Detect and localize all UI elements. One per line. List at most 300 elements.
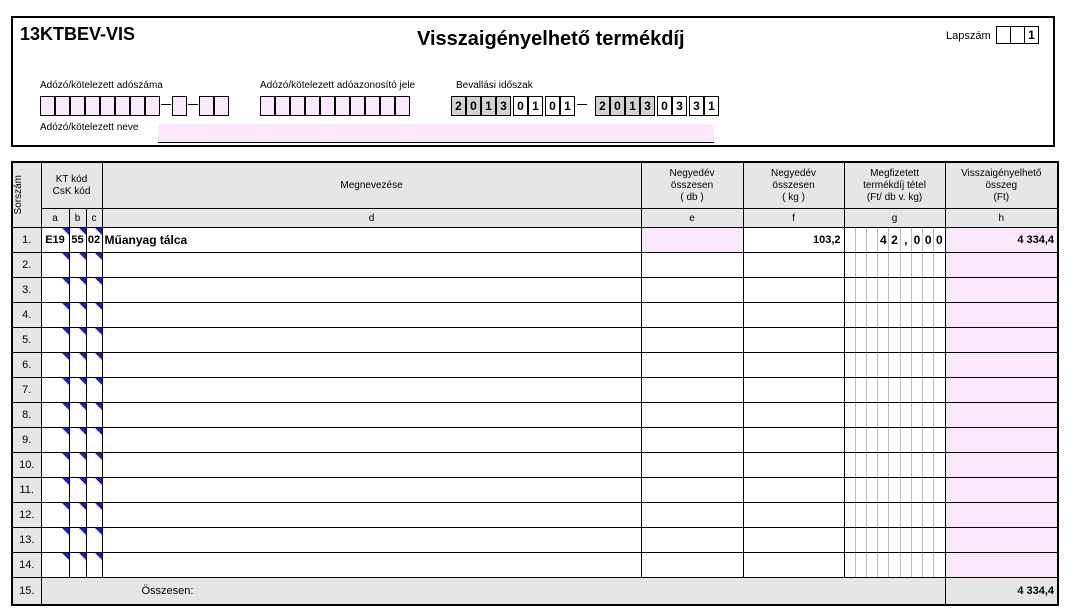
digit-cell[interactable] <box>100 96 115 116</box>
kt-code-b[interactable] <box>69 453 86 478</box>
fee-rate[interactable] <box>844 503 945 528</box>
fee-rate-digit <box>878 403 889 427</box>
fee-rate-digit <box>856 328 867 352</box>
fee-rate-digit <box>845 303 856 327</box>
form-title: Visszaigényelhető termékdíj <box>417 28 685 50</box>
kt-code-b[interactable] <box>69 328 86 353</box>
dropdown-marker-icon[interactable] <box>62 453 69 460</box>
digit-cell[interactable] <box>55 96 70 116</box>
digit-cell[interactable] <box>40 96 55 116</box>
row-number: 5. <box>12 328 41 353</box>
fee-rate-digit <box>856 478 867 502</box>
kt-code-b[interactable] <box>69 353 86 378</box>
fee-rate-digit <box>867 528 878 552</box>
digit-cell[interactable] <box>395 96 410 116</box>
fee-rate-digit <box>934 403 944 427</box>
product-name[interactable] <box>102 253 641 278</box>
fee-rate[interactable] <box>844 328 945 353</box>
fee-rate-digit <box>845 503 856 527</box>
refund-amount: 4 334,4 <box>945 228 1058 253</box>
fee-rate-digit <box>923 278 934 302</box>
product-name[interactable] <box>102 428 641 453</box>
period-digit[interactable]: 1 <box>481 96 496 116</box>
kt-code-b[interactable] <box>69 428 86 453</box>
quantity-db[interactable] <box>641 428 743 453</box>
row-number: 8. <box>12 403 41 428</box>
quantity-kg[interactable] <box>743 503 844 528</box>
period-digit[interactable]: 2 <box>595 96 610 116</box>
kt-code-c[interactable] <box>86 428 102 453</box>
fee-rate-digit <box>901 403 912 427</box>
period-digit[interactable]: 3 <box>640 96 655 116</box>
fee-rate-digit <box>912 253 923 277</box>
table-row <box>12 253 1058 278</box>
fee-rate-digit <box>867 403 878 427</box>
digit-cell[interactable] <box>350 96 365 116</box>
kt-code-a[interactable] <box>41 353 69 378</box>
kt-code-c[interactable] <box>86 353 102 378</box>
dropdown-marker-icon[interactable] <box>95 353 102 360</box>
product-name[interactable] <box>102 503 641 528</box>
dropdown-marker-icon[interactable] <box>79 528 86 535</box>
dropdown-marker-icon[interactable] <box>95 328 102 335</box>
period-digit[interactable]: 1 <box>704 96 719 116</box>
dropdown-marker-icon[interactable] <box>62 403 69 410</box>
dropdown-marker-icon[interactable] <box>95 303 102 310</box>
digit-cell[interactable] <box>365 96 380 116</box>
dropdown-marker-icon[interactable] <box>62 353 69 360</box>
kt-code-b[interactable] <box>69 253 86 278</box>
kt-code-a[interactable] <box>41 553 69 578</box>
adoszam-label: Adózó/kötelezett adószáma <box>40 80 163 91</box>
digit-cell[interactable] <box>275 96 290 116</box>
quantity-db[interactable] <box>641 353 743 378</box>
refund-amount <box>945 378 1058 403</box>
dropdown-marker-icon[interactable] <box>95 528 102 535</box>
kt-code-a[interactable] <box>41 428 69 453</box>
digit-cell[interactable] <box>380 96 395 116</box>
fee-rate-digit <box>912 328 923 352</box>
dropdown-marker-icon[interactable] <box>79 403 86 410</box>
fee-rate-digit <box>845 553 856 577</box>
fee-rate-digit <box>878 253 889 277</box>
period-digit[interactable]: 0 <box>466 96 481 116</box>
kt-code-header: KT kód CsK kód <box>41 162 102 209</box>
row-number: 1. <box>12 228 41 253</box>
fee-rate[interactable] <box>844 428 945 453</box>
digit-cell[interactable] <box>305 96 320 116</box>
fee-rate-digit <box>889 403 900 427</box>
kt-code-b[interactable] <box>69 378 86 403</box>
fee-rate-digit <box>856 428 867 452</box>
dropdown-marker-icon[interactable] <box>79 453 86 460</box>
digit-cell[interactable] <box>260 96 275 116</box>
fee-rate-digit <box>901 378 912 402</box>
quantity-db[interactable] <box>641 403 743 428</box>
dropdown-marker-icon[interactable] <box>95 503 102 510</box>
dropdown-marker-icon[interactable] <box>79 478 86 485</box>
fee-rate-digit <box>889 328 900 352</box>
row-number: 9. <box>12 428 41 453</box>
dropdown-marker-icon[interactable] <box>95 428 102 435</box>
fee-rate-digit <box>934 303 944 327</box>
kt-code-a[interactable] <box>41 453 69 478</box>
quantity-kg[interactable]: 103,2 <box>743 228 844 253</box>
fee-rate-digit <box>934 553 944 577</box>
row-number: 13. <box>12 528 41 553</box>
product-name[interactable] <box>102 453 641 478</box>
quantity-db[interactable] <box>641 328 743 353</box>
fee-rate-digit <box>845 478 856 502</box>
product-table <box>11 161 1059 606</box>
quantity-db[interactable] <box>641 278 743 303</box>
digit-cell[interactable] <box>199 96 214 116</box>
fee-rate-digit <box>867 328 878 352</box>
kt-code-c[interactable] <box>86 478 102 503</box>
fee-rate-digit <box>923 253 934 277</box>
fee-rate-digit <box>889 303 900 327</box>
fee-rate-digit <box>867 478 878 502</box>
product-name[interactable] <box>102 278 641 303</box>
col-letter-e: e <box>641 209 743 228</box>
quantity-kg[interactable] <box>743 428 844 453</box>
digit-cell[interactable] <box>290 96 305 116</box>
fee-rate-digit <box>845 353 856 377</box>
fee-rate-digit <box>845 528 856 552</box>
kt-code-value: 55 <box>71 234 84 246</box>
digit-cell[interactable] <box>130 96 145 116</box>
row-number: 6. <box>12 353 41 378</box>
fee-rate-digit <box>867 428 878 452</box>
fee-rate-digit <box>856 553 867 577</box>
col-letter-h: h <box>945 209 1058 228</box>
fee-rate-digit <box>856 353 867 377</box>
kt-code-c[interactable] <box>86 528 102 553</box>
fee-rate-digit <box>889 553 900 577</box>
total-value: 4 334,4 <box>945 578 1058 606</box>
dropdown-marker-icon[interactable] <box>79 553 86 560</box>
table-row <box>12 303 1058 328</box>
dropdown-marker-icon[interactable] <box>62 253 69 260</box>
fee-rate-digit <box>867 253 878 277</box>
quantity-db[interactable] <box>641 253 743 278</box>
kt-code-a[interactable] <box>41 403 69 428</box>
fee-rate[interactable] <box>844 228 945 253</box>
period-digit[interactable]: 0 <box>545 96 560 116</box>
digit-cell[interactable] <box>70 96 85 116</box>
fee-rate-digit <box>889 453 900 477</box>
dropdown-marker-icon[interactable] <box>95 553 102 560</box>
fee-rate-digit <box>856 528 867 552</box>
dropdown-marker-icon[interactable] <box>79 278 86 285</box>
kt-code-b[interactable] <box>69 228 86 253</box>
fee-rate-digit <box>845 328 856 352</box>
form-code: 13KTBEV-VIS <box>20 24 136 44</box>
fee-rate-digit: 0 <box>912 228 923 252</box>
product-name[interactable] <box>102 378 641 403</box>
table-row <box>12 278 1058 303</box>
fee-rate-digit <box>923 328 934 352</box>
kt-code-c[interactable] <box>86 328 102 353</box>
period-digit[interactable]: 3 <box>672 96 687 116</box>
digit-cell[interactable] <box>85 96 100 116</box>
fee-rate-digit <box>934 353 944 377</box>
fee-rate-digit <box>934 503 944 527</box>
kt-code-a[interactable] <box>41 228 69 253</box>
fee-rate-digit: 0 <box>923 228 934 252</box>
fee-rate[interactable] <box>844 528 945 553</box>
name-field[interactable] <box>158 124 714 143</box>
dropdown-marker-icon[interactable] <box>95 403 102 410</box>
fee-rate-digit <box>901 328 912 352</box>
fee-rate[interactable] <box>844 303 945 328</box>
fee-rate-digit <box>878 528 889 552</box>
period-digit[interactable]: 1 <box>625 96 640 116</box>
fee-rate-digit <box>934 528 944 552</box>
period-digit[interactable]: 3 <box>496 96 511 116</box>
fee-rate-digit <box>923 478 934 502</box>
dropdown-marker-icon[interactable] <box>62 428 69 435</box>
kt-code-b[interactable] <box>69 478 86 503</box>
fee-rate[interactable] <box>844 378 945 403</box>
kt-code-c[interactable] <box>86 403 102 428</box>
product-name[interactable]: Műanyag tálca <box>102 228 641 253</box>
dropdown-marker-icon[interactable] <box>62 228 69 235</box>
dropdown-marker-icon[interactable] <box>62 553 69 560</box>
quantity-db[interactable] <box>641 303 743 328</box>
fee-rate[interactable] <box>844 553 945 578</box>
dropdown-marker-icon[interactable] <box>95 278 102 285</box>
lapszam-cell[interactable] <box>1010 26 1025 44</box>
product-name[interactable] <box>102 528 641 553</box>
fee-rate-digit <box>901 503 912 527</box>
fee-rate-digit: 4 <box>878 228 889 252</box>
dropdown-marker-icon[interactable] <box>79 353 86 360</box>
table-row <box>12 228 1058 253</box>
dropdown-marker-icon[interactable] <box>95 478 102 485</box>
dropdown-marker-icon[interactable] <box>95 228 102 235</box>
total-label: Összesen: <box>41 578 945 606</box>
kt-code-a[interactable] <box>41 528 69 553</box>
lapszam-cell[interactable] <box>996 26 1011 44</box>
kt-code-a[interactable] <box>41 478 69 503</box>
fee-rate-digit <box>845 428 856 452</box>
fee-rate-digit <box>934 278 944 302</box>
dropdown-marker-icon[interactable] <box>62 528 69 535</box>
period-digit[interactable]: 0 <box>657 96 672 116</box>
kt-code-c[interactable] <box>86 253 102 278</box>
digit-cell[interactable] <box>145 96 160 116</box>
dropdown-marker-icon[interactable] <box>79 503 86 510</box>
kt-code-c[interactable] <box>86 228 102 253</box>
quantity-kg[interactable] <box>743 278 844 303</box>
product-name[interactable] <box>102 478 641 503</box>
fee-rate[interactable] <box>844 478 945 503</box>
col-e-header: Negyedév összesen ( db ) <box>641 162 743 209</box>
digit-cell[interactable] <box>320 96 335 116</box>
row-number: 7. <box>12 378 41 403</box>
dropdown-marker-icon[interactable] <box>62 478 69 485</box>
fee-rate-digit <box>878 353 889 377</box>
fee-rate-digit <box>878 278 889 302</box>
kt-code-a[interactable] <box>41 253 69 278</box>
product-name[interactable] <box>102 403 641 428</box>
quantity-db[interactable] <box>641 503 743 528</box>
dropdown-marker-icon[interactable] <box>62 328 69 335</box>
period-digit[interactable]: 0 <box>513 96 528 116</box>
fee-rate-digit <box>912 303 923 327</box>
fee-rate-digit <box>901 278 912 302</box>
lapszam-value[interactable]: 1 <box>1024 26 1039 44</box>
megnevezes-header: Megnevezése <box>102 162 641 209</box>
dropdown-marker-icon[interactable] <box>95 453 102 460</box>
fee-rate-digit <box>901 453 912 477</box>
digit-cell[interactable] <box>335 96 350 116</box>
refund-amount <box>945 553 1058 578</box>
fee-rate-digit <box>923 528 934 552</box>
kt-code-b[interactable] <box>69 403 86 428</box>
dropdown-marker-icon[interactable] <box>79 228 86 235</box>
kt-code-c[interactable] <box>86 553 102 578</box>
kt-code-value: E19 <box>45 234 65 246</box>
fee-rate-digit <box>878 453 889 477</box>
total-row-number: 15. <box>12 578 41 606</box>
dropdown-marker-icon[interactable] <box>79 378 86 385</box>
quantity-kg[interactable] <box>743 353 844 378</box>
refund-amount <box>945 278 1058 303</box>
product-name[interactable] <box>102 553 641 578</box>
dropdown-marker-icon[interactable] <box>62 503 69 510</box>
kt-code-a[interactable] <box>41 503 69 528</box>
fee-rate-digit <box>856 253 867 277</box>
kt-code-b[interactable] <box>69 553 86 578</box>
col-letter-b: b <box>69 209 86 228</box>
fee-rate-digit <box>901 478 912 502</box>
fee-rate-digit <box>901 353 912 377</box>
quantity-db[interactable] <box>641 478 743 503</box>
fee-rate-digit <box>845 403 856 427</box>
product-name[interactable] <box>102 303 641 328</box>
quantity-kg[interactable] <box>743 553 844 578</box>
dropdown-marker-icon[interactable] <box>79 328 86 335</box>
dropdown-marker-icon[interactable] <box>79 253 86 260</box>
col-g-header: Megfizetett termékdíj tétel (Ft/ db v. kg) <box>844 162 945 209</box>
fee-rate-digit <box>867 453 878 477</box>
period-digit[interactable]: 1 <box>528 96 543 116</box>
kt-code-a[interactable] <box>41 378 69 403</box>
period-digit[interactable]: 2 <box>451 96 466 116</box>
dropdown-marker-icon[interactable] <box>79 303 86 310</box>
period-digit[interactable]: 3 <box>689 96 704 116</box>
dropdown-marker-icon[interactable] <box>95 253 102 260</box>
fee-rate-digit <box>901 428 912 452</box>
fee-rate-digit <box>912 403 923 427</box>
idoszak-label: Bevallási időszak <box>456 80 533 91</box>
table-row <box>12 503 1058 528</box>
row-number: 11. <box>12 478 41 503</box>
kt-code-c[interactable] <box>86 453 102 478</box>
digit-cell[interactable] <box>214 96 229 116</box>
fee-rate[interactable] <box>844 278 945 303</box>
fee-rate-digit <box>923 503 934 527</box>
quantity-kg[interactable] <box>743 303 844 328</box>
fee-rate-digit <box>934 378 944 402</box>
quantity-kg[interactable] <box>743 403 844 428</box>
fee-rate-digit <box>878 428 889 452</box>
dropdown-marker-icon[interactable] <box>62 303 69 310</box>
product-name[interactable] <box>102 353 641 378</box>
fee-rate-digit <box>923 303 934 327</box>
digit-cell[interactable] <box>172 96 187 116</box>
fee-rate[interactable] <box>844 253 945 278</box>
fee-rate-digit <box>878 478 889 502</box>
kt-code-c[interactable] <box>86 378 102 403</box>
quantity-kg[interactable] <box>743 378 844 403</box>
quantity-db[interactable] <box>641 378 743 403</box>
quantity-kg[interactable] <box>743 453 844 478</box>
period-dash <box>577 104 587 105</box>
refund-amount <box>945 528 1058 553</box>
refund-amount <box>945 353 1058 378</box>
quantity-db[interactable] <box>641 528 743 553</box>
period-digit[interactable]: 0 <box>610 96 625 116</box>
kt-code-a[interactable] <box>41 303 69 328</box>
dropdown-marker-icon[interactable] <box>79 428 86 435</box>
kt-code-b[interactable] <box>69 278 86 303</box>
kt-code-b[interactable] <box>69 303 86 328</box>
fee-rate-digit <box>889 428 900 452</box>
kt-code-b[interactable] <box>69 503 86 528</box>
fee-rate-digit <box>878 503 889 527</box>
dropdown-marker-icon[interactable] <box>62 378 69 385</box>
fee-rate[interactable] <box>844 353 945 378</box>
product-name[interactable] <box>102 328 641 353</box>
digit-cell[interactable] <box>115 96 130 116</box>
period-digit[interactable]: 1 <box>560 96 575 116</box>
fee-rate-digit <box>923 453 934 477</box>
quantity-db[interactable] <box>641 228 743 253</box>
dropdown-marker-icon[interactable] <box>95 378 102 385</box>
kt-code-b[interactable] <box>69 528 86 553</box>
sorszam-header: Sorszám <box>12 162 41 228</box>
fee-rate-digit <box>889 353 900 377</box>
quantity-db[interactable] <box>641 453 743 478</box>
fee-rate-digit <box>923 428 934 452</box>
fee-rate-digit <box>912 378 923 402</box>
kt-code-a[interactable] <box>41 278 69 303</box>
quantity-db[interactable] <box>641 553 743 578</box>
quantity-kg[interactable] <box>743 528 844 553</box>
fee-rate-digit <box>845 453 856 477</box>
refund-amount <box>945 253 1058 278</box>
kt-code-c[interactable] <box>86 278 102 303</box>
fee-rate[interactable] <box>844 403 945 428</box>
fee-rate[interactable] <box>844 453 945 478</box>
dropdown-marker-icon[interactable] <box>62 278 69 285</box>
quantity-kg[interactable] <box>743 478 844 503</box>
fee-rate-digit <box>889 478 900 502</box>
refund-amount <box>945 303 1058 328</box>
kt-code-c[interactable] <box>86 503 102 528</box>
kt-code-a[interactable] <box>41 328 69 353</box>
refund-amount <box>945 403 1058 428</box>
fee-rate-digit <box>923 403 934 427</box>
table-row <box>12 528 1058 553</box>
quantity-kg[interactable] <box>743 328 844 353</box>
kt-code-c[interactable] <box>86 303 102 328</box>
fee-rate-digit <box>878 328 889 352</box>
quantity-kg[interactable] <box>743 253 844 278</box>
